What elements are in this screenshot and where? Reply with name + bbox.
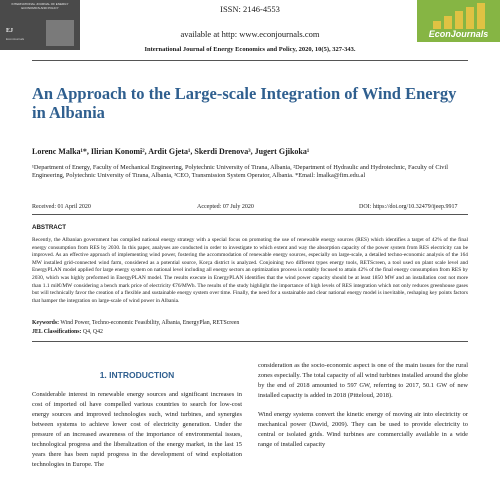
paper-title: An Approach to the Large-scale Integration of Wind Energy in Albania	[32, 84, 457, 122]
left-column	[32, 390, 242, 479]
jel-classifications	[32, 329, 468, 335]
bar-chart-icon	[431, 3, 487, 29]
jel-label: JEL Classifications:	[32, 329, 82, 335]
journal-abbrev: EJ	[6, 28, 14, 34]
abstract-text: Recently, the Albanian government has compiled national energy strategy with a special focus on promoting the use of renewable energy sources (RES) which identifies a target of 42% of the final energy consumption from RES by 2030. In this paper, analyses are conducted in order to investigate to which extent and way the absorption capacity of the power system from RES electricity can be improved. As an effective approach of implementing wind power, fostering the accommodation of renewable energy sources, especially on large-scale, a detailed techno-economic analysis of the 164 MW installed grid-connected wind farm, considered as a potential source, Korça district is analyzed. Conjoining two different types energy tools, RETScreen, a tool used on plant scale level and EnergyPLAN model applied for large energy system on national level including all energy sectors an optimization process is notably focused to attain 42% of the final energy consumption from RES by 2030, which was highly preformed in EnergyPLAN model. The results execute in EnergyPLAN identifies that the wind power capacity should be at least 1850 MW and an installation cost not more than 1.1 mil€/MW considering a bench mark price of electricity €76/MWh. The results of the study highlight the importance of high levels of RES integration which not only reduces greenhouse gases but will technically favor the creation of a flexible and sustainable energy system over time. Finally, the need for a sustainable and clear national energy model is inevitable, reshaping key points factors that hamper the integration on large-scale of wind power in Albania.	[32, 237, 468, 304]
keywords-value: Wind Power, Techno-economic Feasibility, Albania, EnergyPlan, RETScreen	[60, 320, 240, 326]
journal-block-sub: EconJournals	[6, 37, 25, 41]
econjournals-logo	[417, 0, 500, 42]
keywords	[32, 320, 468, 326]
abstract-heading: ABSTRACT	[32, 224, 67, 231]
author-list: Lorenc Malka¹*, Ilirian Konomi², Ardit Gjeta¹, Skerdi Drenova³, Jugert Gjikoka¹	[32, 147, 310, 156]
received-date: Received: 01 April 2020	[32, 204, 91, 210]
dates-divider	[32, 214, 468, 215]
journal-citation: International Journal of Energy Economics and Policy, 2020, 10(5), 327-343.	[144, 46, 356, 53]
left-paragraph-1: Considerable interest in renewable energy sources and significant increases in cost of imported oil have compelled various countries to search for low-cost energy sources and improved technologies such, wind turbines, and synergies between systems to achieve lower cost of electricity generation. Under the pressure of an increased awareness of the importance of environmental issues, technological progress and the liberalization of the energy market, in the last 15 years there has been rapid progress in the development of wind exploitation technologies in Europe. The	[32, 391, 242, 468]
right-column	[258, 361, 468, 459]
availability-line: available at http: www.econjournals.com	[180, 29, 320, 39]
keywords-divider	[32, 341, 468, 342]
brand-name: EconJournals	[428, 29, 489, 39]
right-paragraph-2: Wind energy systems convert the kinetic energy of moving air into electricity or mechanical power (David, 2009). They can be used to provide electricity to central or isolated grids. Wind turbines are commercially available in a wide range of installed capacity	[258, 411, 468, 448]
accepted-date: Accepted: 07 July 2020	[197, 204, 254, 210]
right-paragraph-1: consideration as the socio-economic aspect is one of the main issues for the rural zones especially. The total capacity of all wind turbines installed around the globe by the end of 2018 amounted to 597 GW, referring to 2017, 50.1 GW of new installed capacity is added in 2018 (Pitteloud, 2018).	[258, 362, 468, 399]
doi-link[interactable]: DOI: https://doi.org/10.32479/ijeep.9917	[359, 204, 458, 210]
affiliations: ¹Department of Energy, Faculty of Mechanical Engineering, Polytechnic University of Tirana, Albania, ²Department of Hydraulic and Hydrotechnic, Faculty of Civil Engineering, Polytechnic University of Tirana, Albania, ³CEO, Transmission System Operator, Albania. *Email: lmalka@fim.edu.al	[32, 164, 448, 179]
keywords-label: Keywords:	[32, 320, 60, 326]
introduction-heading: 1. INTRODUCTION	[99, 370, 175, 380]
journal-block-text: INTERNATIONAL JOURNAL OF ENERGY ECONOMICS AND POLICY	[11, 2, 69, 10]
header-divider	[32, 60, 468, 61]
issn: ISSN: 2146-4553	[220, 4, 280, 14]
jel-value: Q4, Q42	[82, 329, 103, 335]
